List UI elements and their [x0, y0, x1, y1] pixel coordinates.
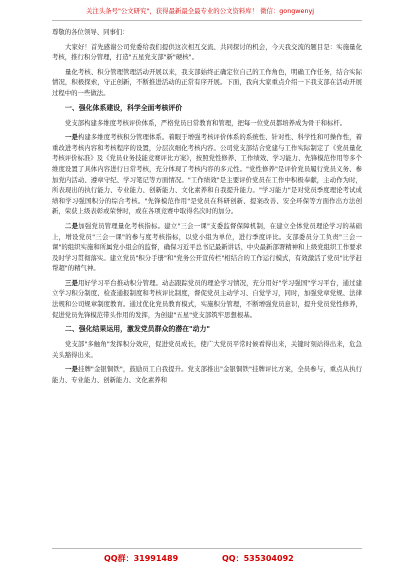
item-lead: 一是 — [65, 133, 78, 142]
section-1-item-1 — [52, 132, 362, 217]
header-banner: 关注头条号"公文研究"，获得最新最全最专业的公文资料库！ 微信：gongwenyj — [86, 7, 315, 15]
item-lead: 二是 — [65, 221, 79, 230]
item-text: 构建多维度考核积分管理体系。着眼于增强考核评价体系的系统性、针对性、科学性和可操作性，着重改进考核内容和考核程序的设置，分层次细化考核内容。公司党支部结合党建与工作实际制定了《党员量化考核评价标准》及《党员业务技能竞赛评比方案》，按照党性修养、工作绩效、学习能力、先锋模范作用等多个维度设置了具体内容进行日常考核，充分体现了考核内容的多元性。"党性修养"是评价党员履行党员义务、参加党内活动、遵章守纪、学习笔记等方面情况。"工作绩效"是主要评价党员在工作中积极奉献，主动作为时，所表现出的执行能力、专业能力、创新能力、文化素养和自我提升能力。"学习能力"是对党员季度理论考试成绩和学习强国积分的综合考核。"先锋模范作用"是党员在科研创新、提案改善、安全环保等方面作出方法创新，荣获上级表彰或荣誉时，或在各项竞赛中取得名次时的加分。 — [52, 133, 362, 216]
section-1-heading: 一、强化体系建设，科学全面考核评价 — [65, 103, 183, 112]
section-1-item-3 — [52, 278, 362, 320]
footer — [52, 552, 362, 566]
section-1-item-2 — [52, 221, 362, 274]
salutation: 尊敬的各位领导、同事们： — [52, 28, 129, 36]
footer-rule — [52, 548, 362, 549]
section-1-paragraph: 党支部构建多维度考核评价体系，严格党员日常教育和管理，把每一位党员都培养成为骨干和标杆。 — [65, 118, 347, 127]
intro-paragraph-1: 大家好！首先感谢公司党委给我们提供这次相互交流、共同探讨的机会，今天我交流的题目是：实施量化考核，推行积分管理，打造"五星党支部"新"硬核"。 — [52, 42, 362, 62]
item-lead: 一是 — [65, 365, 78, 374]
footer-qq-number: QQ：535304092 — [222, 554, 294, 563]
item-lead: 三是 — [65, 278, 78, 287]
item-text: 加强党员管理量化考核指标。建立"三会一课"支委监督保障机制，在建立全体党员理论学习的基础上，增设党员"三会一课"的参与度考核指标，以党小组为单位，进行季度评比。支部委员分工负责"三会一课"的组织实施和所属党小组会的监督，确保习近平总书记最新讲话、中央最新部署精神和上级党组织工作要求及时学习贯彻落实。建立党员"积分手册"和"党务公开宣传栏"相结合的工作运行模式，有效激活了党员"比学赶帮超"的精气神。 — [52, 221, 362, 273]
intro-paragraph-2: 量化考核、积分管理管理活动开展以来，我支部始终正确定位自己的工作角色，明确工作任务，结合实际情况，积极探索，守正创新，不断推进活动的正常有序开展。下面，我向大家重点介绍一下我支部在活动开展过程中的一些做法。 — [52, 67, 362, 97]
item-text: 用好学习平台推动积分管理。动态跟踪党员的理论学习情况，充分用好"学习强国"学习平台，通过建立学习积分制度、检查通报制度和考核评比制度，督促党员主动学习、自觉学习，同时，加强党章党规、法律法规和公司规章制度教育。通过优化党员教育模式，实施积分管理，不断增强党员意识，提升党员党性修养，促进党员先锋模范带头作用的发挥，为创建"五星"党支部筑牢思想根基。 — [52, 278, 362, 319]
footer-qq-group: QQ群：31991489 — [104, 554, 179, 563]
document-body — [52, 27, 362, 541]
item-text: 挂牌"金银铜铁"，鼓励员工自我提升。党支部推出"金银铜铁"挂牌评比方案，全员参与，重点从执行能力、专业能力、创新能力、文化素养和 — [52, 365, 362, 385]
header-rule — [52, 20, 362, 21]
section-2-paragraph: 党支部"多触角"发挥积分效应，促进党员成长，使广大党员平常时候看得出来，关键时刻站得出来，危急关头豁得出来。 — [52, 340, 362, 359]
section-2-item-1 — [52, 364, 362, 385]
section-2-heading: 二、强化结果运用，激发党员群众的潜在"动力" — [65, 325, 210, 334]
